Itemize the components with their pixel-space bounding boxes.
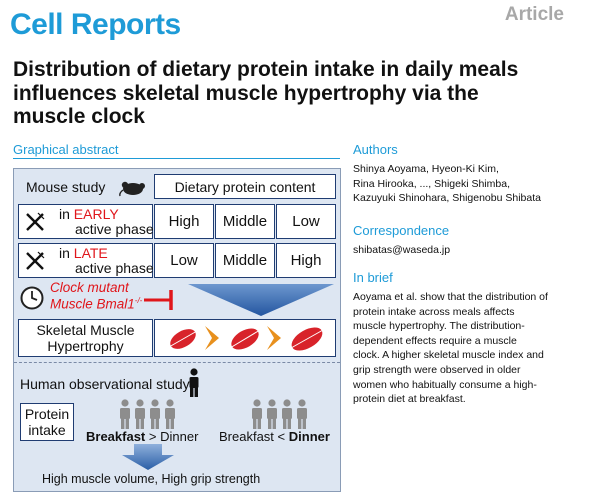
in-brief-line: protein diet at breakfast. (353, 393, 466, 406)
graphical-abstract-label: Graphical abstract (13, 142, 119, 157)
in-brief-line: clock. A higher skeletal muscle index and (353, 349, 544, 362)
bmal1-superscript: -/- (134, 296, 143, 305)
graphical-abstract (13, 168, 341, 492)
orange-chevron (205, 326, 219, 350)
in-label: in (59, 206, 70, 222)
late-label: LATE (73, 245, 108, 261)
in-brief-heading: In brief (353, 270, 393, 285)
journal-name: Cell Reports (10, 8, 181, 41)
early-level-1: High (154, 204, 214, 239)
in-label: in (59, 245, 70, 261)
active-phase-label: active phase (75, 260, 154, 276)
authors-heading: Authors (353, 142, 398, 157)
authors-line: Rina Hirooka, ..., Shigeki Shimba, (353, 177, 510, 190)
early-level-3: Low (276, 204, 336, 239)
protein-intake-line: Protein (24, 406, 70, 422)
early-phase-cell (18, 204, 153, 239)
dietary-protein-header: Dietary protein content (154, 174, 336, 199)
authors-list (353, 162, 541, 206)
protein-intake-line: intake (28, 422, 66, 438)
mouse-study-label: Mouse study (26, 179, 106, 195)
in-brief-line: dependent effects require a muscle (353, 334, 517, 347)
in-brief-line: women who habitually consume a high- (353, 378, 537, 391)
fork-knife-icon (24, 211, 46, 233)
title-line: Distribution of dietary protein intake in daily meals (13, 58, 519, 81)
orange-chevron (267, 326, 281, 350)
paper-title (13, 58, 573, 129)
divider (13, 158, 340, 159)
muscle-bmal1-label: Muscle Bmal1 (50, 296, 135, 312)
mouse-icon (118, 177, 148, 197)
breakfast-less-dinner: Breakfast < Dinner (219, 429, 330, 444)
early-label: EARLY (73, 206, 119, 222)
down-arrow (120, 444, 176, 470)
active-phase-label: active phase (75, 221, 154, 237)
person-icon (187, 368, 201, 398)
inhibition-arrow (142, 281, 338, 317)
in-brief-text (353, 290, 548, 407)
muscle-panel (154, 319, 336, 357)
human-study-label: Human observational study (20, 376, 190, 392)
late-level-3: High (276, 243, 336, 278)
article-type-label: Article (504, 4, 564, 25)
correspondence-heading: Correspondence (353, 223, 450, 238)
hypertrophy-box (18, 319, 153, 357)
muscle-icon (288, 323, 326, 356)
authors-line: Kazuyuki Shinohara, Shigenobu Shibata (353, 192, 541, 205)
breakfast-greater-dinner: Breakfast > Dinner (86, 429, 199, 444)
muscle-icon (167, 325, 199, 353)
in-brief-line: muscle hypertrophy. The distribution- (353, 320, 525, 333)
people-group-icon (118, 398, 180, 430)
people-group-icon (250, 398, 312, 430)
clock-mutant-label: Clock mutant (50, 280, 129, 295)
late-phase-cell (18, 243, 153, 278)
title-line: muscle clock (13, 105, 145, 128)
authors-line: Shinya Aoyama, Hyeon-Ki Kim, (353, 163, 499, 175)
in-brief-line: protein intake across meals affects (353, 305, 515, 318)
early-level-2: Middle (215, 204, 275, 239)
protein-intake-box (20, 403, 74, 441)
in-brief-line: grip strength were observed in older (353, 363, 521, 376)
late-level-2: Middle (215, 243, 275, 278)
clock-icon (19, 285, 45, 311)
correspondence-email[interactable]: shibatas@waseda.jp (353, 244, 451, 256)
title-line: influences skeletal muscle hypertrophy via the (13, 81, 479, 105)
outcome-label: High muscle volume, High grip strength (42, 472, 261, 486)
late-level-1: Low (154, 243, 214, 278)
hypertrophy-line: Skeletal Muscle (36, 322, 135, 338)
divider (14, 362, 340, 363)
fork-knife-icon (24, 250, 46, 272)
hypertrophy-line: Hypertrophy (47, 338, 124, 354)
in-brief-line: Aoyama et al. show that the distribution of (353, 291, 548, 303)
muscle-icon (228, 324, 262, 354)
